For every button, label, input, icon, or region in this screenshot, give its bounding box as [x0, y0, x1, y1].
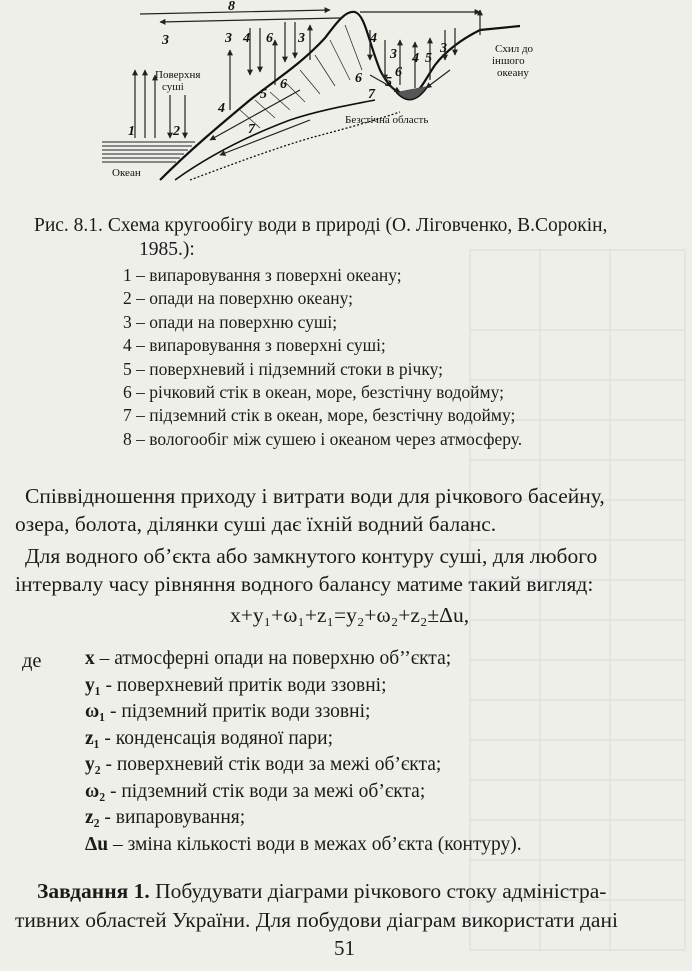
task-label: Завдання 1.: [37, 879, 150, 903]
legend-item: 3 – опади на поверхню суші;: [123, 311, 338, 332]
cycle-number: 6: [280, 77, 287, 92]
cycle-number: 3: [162, 33, 169, 48]
variable-item: Δu – зміна кількості води в межах об’єкта (контуру).: [85, 833, 522, 855]
cycle-number: 6: [395, 65, 402, 80]
closed-basin-lake: [396, 86, 428, 100]
cycle-number: 5: [385, 75, 392, 90]
paragraph-line: озера, болота, ділянки суші дає їхній водний баланс.: [15, 512, 497, 536]
variable-item: y₁ - поверхневий притік води ззовні;: [85, 674, 387, 696]
cycle-number: 3: [440, 41, 447, 56]
water-balance-equation: x+y₁+ω₁+z₁=y₂+ω₂+z₂±Δu,: [230, 603, 470, 627]
subsurface-layer: [175, 100, 375, 180]
cycle-number: 7: [368, 87, 375, 102]
figure-number: Рис. 8.1.: [34, 215, 103, 236]
legend-item: 5 – поверхневий і підземний стоки в річку;: [123, 358, 443, 379]
legend-item: 6 – річковий стік в океан, море, безстічну водойму;: [123, 382, 504, 403]
water-cycle-diagram: [100, 0, 580, 182]
where-label: де: [22, 650, 42, 672]
variable-item: z₂ - випаровування;: [85, 807, 246, 828]
variable-item: ω₂ - підземний стік води за межі об’єкта;: [85, 780, 426, 802]
cycle-number: 3: [390, 47, 397, 62]
variable-item: x – атмосферні опади на поверхню об’’єкта;: [85, 648, 452, 669]
paragraph-line: Для водного об’єкта або замкнутого контуру суші, для любого: [25, 544, 598, 568]
cycle-number: 4: [243, 31, 250, 46]
variable-list: [85, 646, 645, 858]
cycle-number: 2: [173, 124, 180, 139]
legend-item: 2 – опади на поверхню океану;: [123, 288, 353, 309]
task-line: Завдання 1. Побудувати діаграми річкового стоку адміністра-: [37, 879, 607, 903]
cycle-number: 4: [218, 101, 225, 116]
land-surface-label: Поверхня суші: [155, 69, 201, 93]
cycle-number: 3: [225, 31, 232, 46]
paragraph-line: інтервалу часу рівняння водного балансу матиме такий вигляд:: [15, 572, 594, 596]
legend-item: 8 – вологообіг між сушею і океаном через атмосферу.: [123, 428, 523, 449]
paragraph-line: Співвідношення приходу і витрати води для річкового басейну,: [25, 484, 605, 508]
cycle-number: 5: [260, 87, 267, 102]
cycle-number: 4: [370, 31, 377, 46]
figure-title: Схема кругообігу води в природі (О. Лiговченко, В.Сорокін,: [107, 215, 608, 236]
paragraph-balance: [15, 482, 680, 538]
variable-item: ω₁ - підземний притік води ззовні;: [85, 701, 371, 722]
task-line: тивних областей України. Для побудови діаграм використати дані: [15, 908, 618, 932]
cycle-number: 8: [228, 0, 235, 14]
figure-source: 1985.):: [139, 239, 195, 260]
cycle-number: 6: [266, 31, 273, 46]
legend-item: 1 – випаровування з поверхні океану;: [123, 265, 402, 285]
variable-item: z₁ - конденсація водяної пари;: [85, 727, 334, 749]
variable-item: y₂ - поверхневий стік води за межі об’єкта;: [85, 754, 442, 775]
other-ocean-label: Схил до іншого океану: [492, 43, 534, 79]
paragraph-equation-intro: [15, 542, 680, 598]
cycle-number: 7: [248, 122, 255, 137]
cycle-number: 6: [355, 71, 362, 86]
ocean-label: Океан: [112, 167, 141, 179]
figure-caption: [34, 214, 664, 262]
figure-legend: [123, 264, 643, 451]
cycle-number: 1: [128, 124, 135, 139]
page-number: 51: [334, 936, 355, 960]
legend-item: 4 – випаровування з поверхні суші;: [123, 335, 386, 356]
closed-area-label: Безстічна область: [345, 114, 429, 126]
atmospheric-transport-arrows: [140, 10, 480, 22]
cycle-number: 3: [298, 31, 305, 46]
runoff-arrows: [210, 70, 450, 155]
cycle-number: 5: [425, 51, 432, 66]
legend-item: 7 – підземний стік в океан, море, безстічну водойму;: [123, 405, 516, 426]
task-paragraph: [15, 877, 685, 935]
cycle-number: 4: [412, 51, 419, 66]
